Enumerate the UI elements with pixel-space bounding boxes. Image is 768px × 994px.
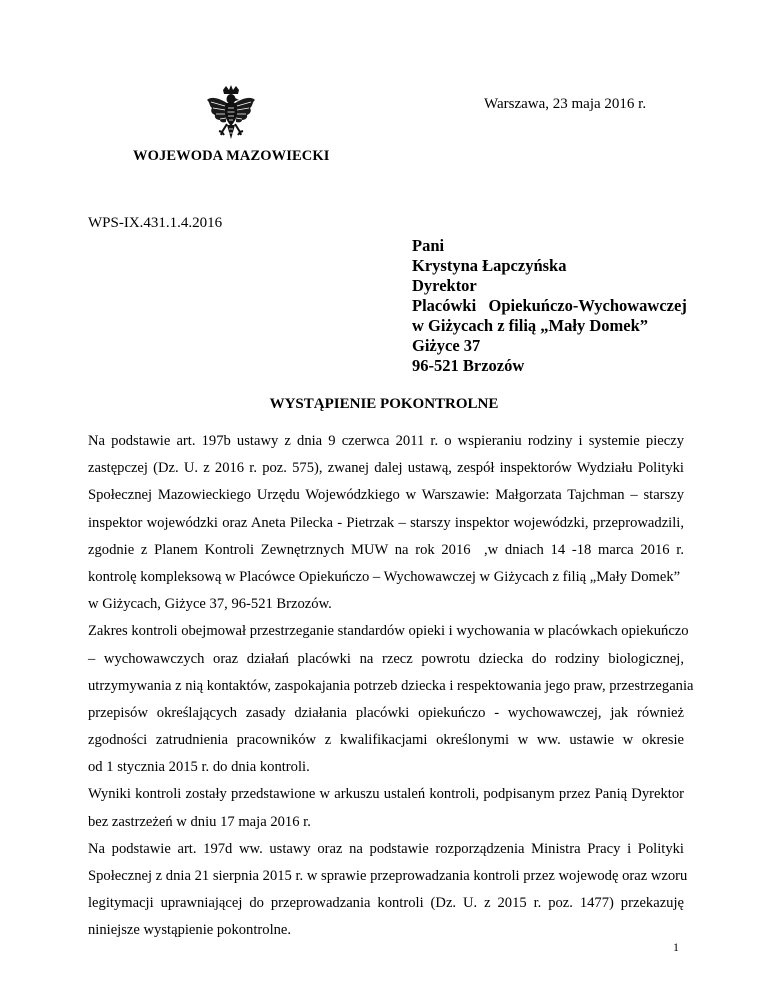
body-line: Wyniki kontroli zostały przedstawione w arkuszu ustaleń kontroli, podpisanym przez Panią Dyrektor: [88, 786, 684, 803]
body-line: Na podstawie art. 197b ustawy z dnia 9 czerwca 2011 r. o wspieraniu rodziny i systemie pieczy: [88, 433, 684, 449]
document-title: WYSTĄPIENIE POKONTROLNE: [269, 396, 499, 412]
body-line: kontrolę kompleksową w Placówce Opiekuńczo – Wychowawczej w Giżycach z filią „Mały Domek”: [88, 568, 681, 585]
body-line: niniejsze wystąpienie pokontrolne.: [88, 922, 292, 939]
body-line: utrzymywania z nią kontaktów, zaspokajania potrzeb dziecka i respektowania jego praw, przestrzegania: [88, 677, 694, 694]
body-line: Społecznej Mazowieckiego Urzędu Wojewódzkiego w Warszawie: Małgorzata Tajchman – starszy: [88, 487, 684, 504]
body-line: w Giżycach, Giżyce 37, 96-521 Brzozów.: [88, 596, 332, 613]
body-line: bez zastrzeżeń w dniu 17 maja 2016 r.: [88, 813, 311, 830]
addressee-line: 96-521 Brzozów: [412, 356, 525, 375]
addressee-line: Giżyce 37: [412, 336, 481, 355]
body-line: Społecznej z dnia 21 sierpnia 2015 r. w sprawie przeprowadzania kontroli przez wojewodę oraz wzoru: [88, 868, 688, 884]
body-line: Na podstawie art. 197d ww. ustawy oraz na podstawie rozporządzenia Ministra Pracy i Polityki: [88, 840, 684, 857]
body-line: zgodnie z Planem Kontroli Zewnętrznych MUW na rok 2016 ,w dniach 14 -18 marca 2016 r.: [88, 541, 684, 558]
page-number: 1: [673, 940, 679, 954]
body-line: przepisów określających zasady działania placówki opiekuńczo - wychowawczej, jak również: [88, 704, 684, 721]
issuer-title: WOJEWODA MAZOWIECKI: [133, 148, 330, 164]
addressee-line: Pani: [412, 236, 445, 255]
addressee-line: Krystyna Łapczyńska: [412, 256, 567, 275]
reference-number: WPS-IX.431.1.4.2016: [88, 215, 223, 231]
body-line: inspektor wojewódzki oraz Aneta Pilecka - Pietrzak – starszy inspektor wojewódzki, przeprowadzili,: [88, 514, 684, 531]
body-line: Zakres kontroli obejmował przestrzeganie standardów opieki i wychowania w placówkach opiekuńczo: [88, 623, 689, 640]
body-line: – wychowawczych oraz działań placówki na rzecz powrotu dziecka do rodziny biologicznej,: [88, 650, 684, 667]
addressee-line: Dyrektor: [412, 276, 477, 295]
addressee-line: w Giżycach z filią „Mały Domek”: [412, 316, 648, 335]
body-line: legitymacji uprawniającej do przeprowadzania kontroli (Dz. U. z 2015 r. poz. 1477) przekazuję: [88, 895, 684, 912]
addressee-block: [412, 236, 687, 376]
place-date: Warszawa, 23 maja 2016 r.: [484, 96, 647, 112]
body-line: od 1 stycznia 2015 r. do dnia kontroli.: [88, 759, 310, 776]
polish-eagle-emblem-icon: [205, 84, 257, 142]
document-body: [88, 428, 694, 945]
body-line: zastępczej (Dz. U. z 2016 r. poz. 575), zwanej dalej ustawą, zespół inspektorów Wydziału Polityki: [88, 460, 684, 477]
addressee-line: Placówki Opiekuńczo-Wychowawczej: [412, 296, 687, 315]
body-line: zgodności zatrudnienia pracowników z kwalifikacjami określonymi w ww. ustawie w okresie: [88, 732, 684, 749]
